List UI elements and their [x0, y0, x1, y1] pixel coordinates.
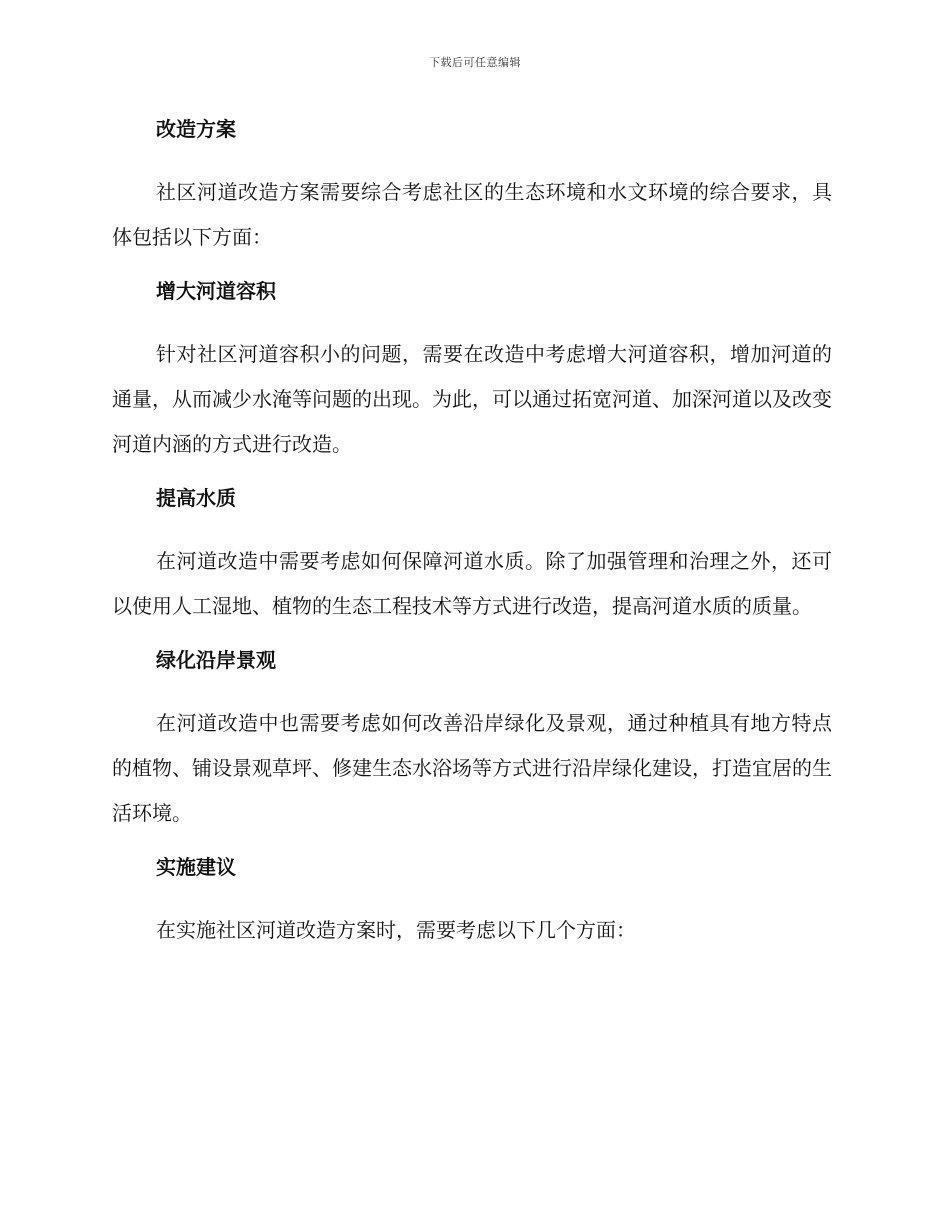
- section-heading: 增大河道容积: [156, 279, 276, 303]
- section-paragraph: 在河道改造中也需要考虑如何改善沿岸绿化及景观，通过种植具有地方特点的植物、铺设景观草坪、修建生态水浴场等方式进行沿岸绿化建设，打造宜居的生活环境。: [112, 711, 832, 825]
- section-implementation: [112, 848, 832, 953]
- section-paragraph: 社区河道改造方案需要综合考虑社区的生态环境和水文环境的综合要求，具体包括以下方面：: [112, 180, 832, 249]
- section-shore-greening: [112, 641, 832, 848]
- section-improve-water-quality: [112, 479, 832, 641]
- header-note: 下载后可任意编辑: [429, 56, 521, 69]
- section-heading: 绿化沿岸景观: [156, 648, 276, 672]
- section-paragraph: 在实施社区河道改造方案时，需要考虑以下几个方面：: [156, 918, 636, 942]
- section-heading: 提高水质: [156, 486, 236, 510]
- section-paragraph: 在河道改造中需要考虑如何保障河道水质。除了加强管理和治理之外，还可以使用人工湿地、植物的生态工程技术等方式进行改造，提高河道水质的质量。: [112, 549, 832, 618]
- section-increase-capacity: [112, 272, 832, 479]
- document-body: [112, 110, 832, 953]
- section-paragraph: 针对社区河道容积小的问题，需要在改造中考虑增大河道容积，增加河道的通量，从而减少水淹等问题的出现。为此，可以通过拓宽河道、加深河道以及改变河道内涵的方式进行改造。: [112, 342, 832, 456]
- section-heading: 实施建议: [156, 855, 236, 879]
- section-renovation-plan: [112, 110, 832, 272]
- section-heading: 改造方案: [156, 117, 236, 141]
